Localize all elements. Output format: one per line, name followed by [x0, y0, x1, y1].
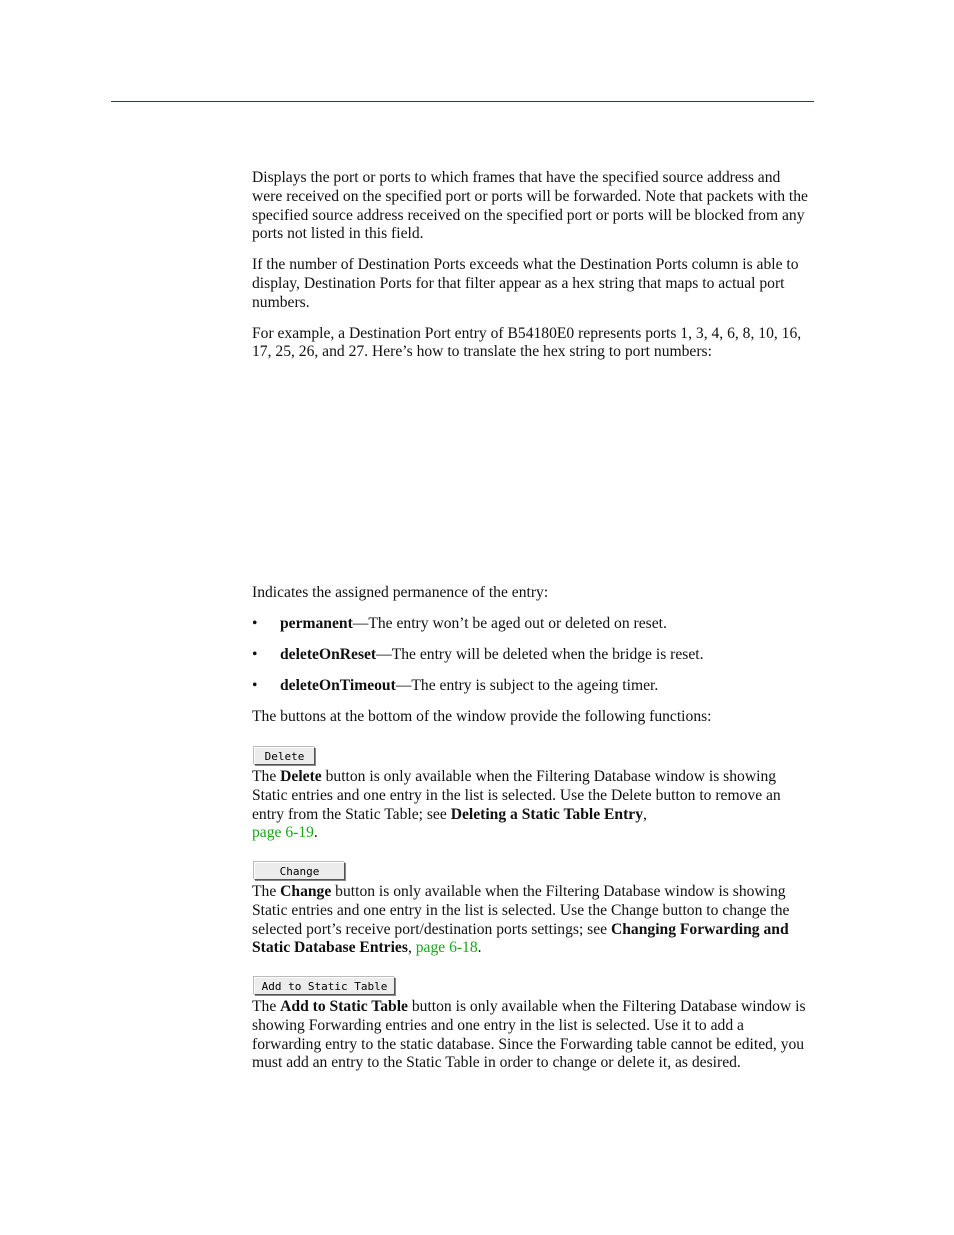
destination-ports-para-2: If the number of Destination Ports exceeds what the Destination Ports column is able to display, Destination Ports for that filter appear as a hex string that maps to actual port numbers.: [252, 256, 799, 311]
bullet-dot: •: [252, 615, 258, 632]
destination-ports-para-1: Displays the port or ports to which frames that have the specified source address and were received on the specified port or ports will be forwarded. Note that packets with the specified source address received on the specified port or ports will be blocked from any ports not listed in this field.: [252, 169, 808, 243]
change-ref: Changing Forwarding and Static Database Entries: [252, 920, 789, 957]
delete-ref: Deleting a Static Table Entry: [450, 805, 644, 823]
add-to-static-description: The Add to Static Table button is only available when the Filtering Database window is showing Forwarding entries and one entry in the list is selected. Use it to add a forwarding entry to the static database. Since the Forwarding table cannot be edited, you must add an entry to the Static Table in order to change or delete it, as desired.: [252, 998, 806, 1072]
bullet-desc: —The entry will be deleted when the bridge is reset.: [376, 646, 704, 663]
bullet-term: deleteOnTimeout: [280, 677, 396, 694]
bullet-desc: —The entry won’t be aged out or deleted on reset.: [352, 615, 667, 632]
add-to-static-term: Add to Static Table: [280, 998, 408, 1015]
destination-ports-para-3: For example, a Destination Port entry of B54180E0 represents ports 1, 3, 4, 6, 8, 10, 16, 17, 25, 26, and 27. Here’s how to translate the hex string to port numbers:: [252, 324, 802, 361]
bullet-dot: •: [252, 646, 258, 663]
bullet-dot: •: [252, 677, 258, 694]
add-to-static-table-button[interactable]: Add to Static Table: [254, 977, 395, 995]
header-rule: [111, 101, 814, 102]
delete-button[interactable]: Delete: [254, 747, 315, 765]
change-term: Change: [280, 883, 332, 900]
change-description: The Change button is only available when the Filtering Database window is showing Static entries and one entry in the list is selected. Use the Change button to change the selected port’s receive port/destination ports settings; see Changing Forwarding and Static Database Entries, page 6-18.: [252, 883, 790, 957]
delete-description: The Delete button is only available when the Filtering Database window is showing Static entries and one entry in the list is selected. Use the Delete button to remove an entry from the Static Table; see Deleting a Static Table Entry, page 6-19.: [252, 768, 781, 842]
change-page-link[interactable]: page 6-18: [415, 939, 478, 957]
destination-ports-section: [252, 169, 814, 362]
delete-page-link[interactable]: page 6-19: [252, 824, 314, 842]
buttons-intro: The buttons at the bottom of the window provide the following functions:: [252, 708, 712, 725]
status-intro: Indicates the assigned permanence of the entry:: [252, 584, 549, 601]
bullet-term: permanent: [280, 615, 353, 632]
delete-term: Delete: [280, 768, 322, 785]
change-button[interactable]: Change: [254, 862, 345, 880]
bullet-desc: —The entry is subject to the ageing timer.: [395, 677, 659, 694]
bullet-term: deleteOnReset: [280, 646, 377, 663]
